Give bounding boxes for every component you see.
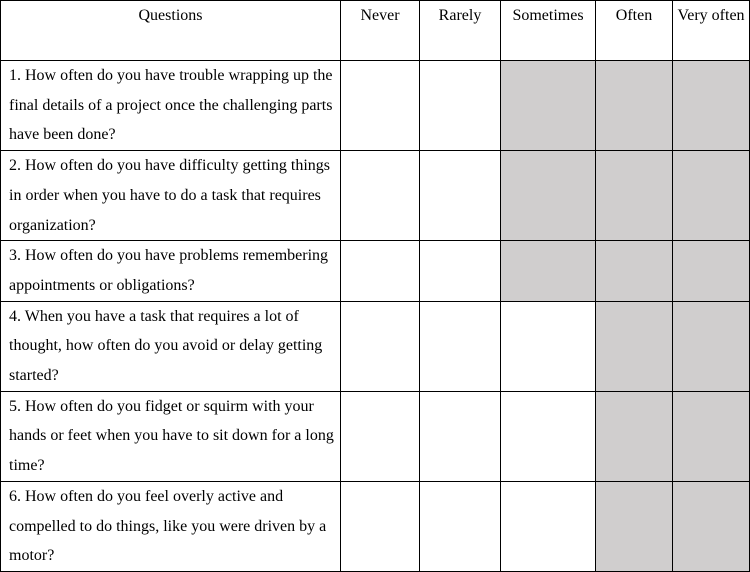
answer-cell-sometimes [501,301,596,391]
answer-cell-rarely [420,481,501,571]
question-5: 5. How often do you fidget or squirm with your hands or feet when you have to sit down for a long time? [1,391,341,481]
answer-cell-often [596,481,673,571]
table-row [1,241,750,301]
header-row [1,1,750,61]
table-row [1,61,750,151]
answer-cell-often [596,301,673,391]
table-row [1,481,750,571]
answer-cell-sometimes [501,61,596,151]
answer-cell-often [596,391,673,481]
answer-cell-rarely [420,241,501,301]
question-3: 3. How often do you have problems remembering appointments or obligations? [1,241,341,301]
answer-cell-never [341,241,420,301]
table-row [1,151,750,241]
answer-cell-very-often [673,241,750,301]
answer-cell-rarely [420,301,501,391]
answer-cell-very-often [673,151,750,241]
answer-cell-sometimes [501,391,596,481]
header-never: Never [341,1,420,61]
question-2: 2. How often do you have difficulty getting things in order when you have to do a task that requires organization? [1,151,341,241]
header-rarely: Rarely [420,1,501,61]
table-row [1,301,750,391]
answer-cell-rarely [420,61,501,151]
header-questions: Questions [1,1,341,61]
question-4: 4. When you have a task that requires a lot of thought, how often do you avoid or delay getting started? [1,301,341,391]
answer-cell-very-often [673,301,750,391]
answer-cell-rarely [420,151,501,241]
answer-cell-never [341,481,420,571]
answer-cell-never [341,301,420,391]
header-often: Often [596,1,673,61]
answer-cell-rarely [420,391,501,481]
answer-cell-never [341,61,420,151]
answer-cell-very-often [673,481,750,571]
header-very-often: Very often [673,1,750,61]
answer-cell-often [596,151,673,241]
table-row [1,391,750,481]
answer-cell-often [596,61,673,151]
answer-cell-very-often [673,391,750,481]
header-sometimes: Sometimes [501,1,596,61]
answer-cell-very-often [673,61,750,151]
answer-cell-sometimes [501,241,596,301]
question-6: 6. How often do you feel overly active and compelled to do things, like you were driven by a motor? [1,481,341,571]
question-1: 1. How often do you have trouble wrapping up the final details of a project once the challenging parts have been done? [1,61,341,151]
answer-cell-often [596,241,673,301]
answer-cell-sometimes [501,151,596,241]
answer-cell-never [341,391,420,481]
answer-cell-never [341,151,420,241]
answer-cell-sometimes [501,481,596,571]
